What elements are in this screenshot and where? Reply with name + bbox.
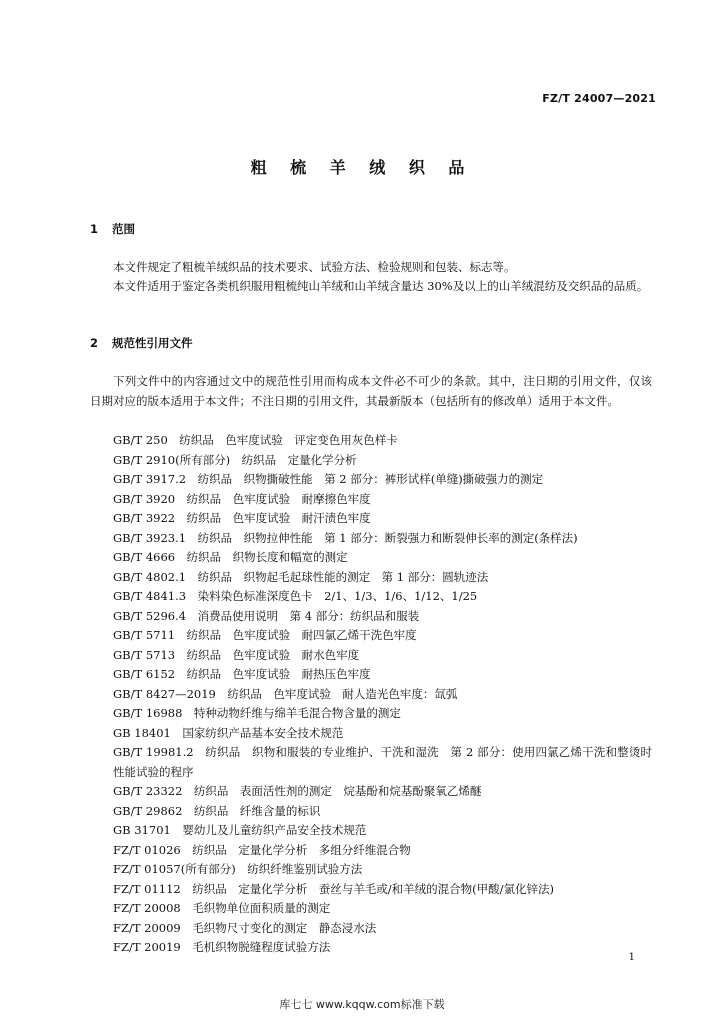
- reference-item: FZ/T 20009 毛织物尺寸变化的测定 静态浸水法: [113, 920, 377, 935]
- reference-item: FZ/T 01112 纺织品 定量化学分析 蚕丝与羊毛或/和羊绒的混合物(甲酸/氯化锌法): [113, 881, 554, 896]
- section-number: 2: [90, 336, 99, 350]
- section-heading-normative-references: [90, 335, 193, 351]
- reference-item: GB/T 23322 纺织品 表面活性剂的测定 烷基酚和烷基酚聚氧乙烯醚: [113, 784, 482, 798]
- reference-item: GB/T 4666 纺织品 织物长度和幅宽的测定: [113, 550, 348, 564]
- reference-item: GB/T 6152 纺织品 色牢度试验 耐热压色牢度: [113, 667, 371, 681]
- section-heading-scope: [90, 221, 135, 237]
- reference-item: GB/T 5296.4 消费品使用说明 第 4 部分：纺织品和服装: [113, 608, 420, 623]
- scope-paragraph-2: 本文件适用于鉴定各类机织服用粗梳纯山羊绒和山羊绒含量达 30%及以上的山羊绒混纺及交织品的品质。: [113, 279, 649, 293]
- reference-item: GB/T 16988 特种动物纤维与绵羊毛混合物含量的测定: [113, 706, 401, 720]
- references-intro-paragraph: 下列文件中的内容通过文中的规范性引用而构成本文件必不可少的条款。其中，注日期的引用文件，仅该日期对应的版本适用于本文件；不注日期的引用文件，其最新版本（包括所有的修改单）适用于本文件。: [90, 374, 652, 408]
- reference-item: GB/T 250 纺织品 色牢度试验 评定变色用灰色样卡: [113, 433, 398, 447]
- reference-item: GB/T 29862 纺织品 纤维含量的标识: [113, 803, 321, 818]
- reference-item: GB/T 3917.2 纺织品 织物撕破性能 第 2 部分：裤形试样(单缝)撕破强力的测定: [113, 472, 544, 486]
- section-title: 范围: [112, 222, 135, 236]
- reference-item: FZ/T 20019 毛机织物脱缝程度试验方法: [113, 940, 331, 954]
- section-number: 1: [90, 222, 99, 236]
- scope-paragraph-1: 本文件规定了粗梳羊绒织品的技术要求、试验方法、检验规则和包装、标志等。: [113, 260, 516, 274]
- reference-item: FZ/T 20008 毛织物单位面积质量的测定: [113, 901, 331, 915]
- reference-item: GB/T 5711 纺织品 色牢度试验 耐四氯乙烯干洗色牢度: [113, 628, 417, 642]
- page-number: 1: [628, 952, 635, 963]
- reference-item: FZ/T 01057(所有部分) 纺织纤维鉴别试验方法: [113, 862, 363, 876]
- reference-item: GB/T 4802.1 纺织品 织物起毛起球性能的测定 第 1 部分：圆轨迹法: [113, 569, 489, 584]
- reference-item: GB/T 3923.1 纺织品 织物拉伸性能 第 1 部分：断裂强力和断裂伸长率的测定(条样法): [113, 530, 578, 545]
- reference-item: GB/T 4841.3 染料染色标准深度色卡 2/1、1/3、1/6、1/12、1/25: [113, 589, 478, 603]
- reference-item: GB/T 5713 纺织品 色牢度试验 耐水色牢度: [113, 647, 360, 662]
- standard-code: FZ/T 24007—2021: [542, 92, 656, 105]
- reference-item: GB/T 2910(所有部分) 纺织品 定量化学分析: [113, 452, 357, 467]
- reference-item: GB/T 3922 纺织品 色牢度试验 耐汗渍色牢度: [113, 511, 371, 525]
- reference-item: GB/T 3920 纺织品 色牢度试验 耐摩擦色牢度: [113, 491, 371, 506]
- reference-item: GB 18401 国家纺织产品基本安全技术规范: [113, 725, 344, 740]
- reference-item: GB/T 8427—2019 纺织品 色牢度试验 耐人造光色牢度：氙弧: [113, 686, 458, 701]
- reference-list: [90, 431, 652, 958]
- reference-item: FZ/T 01026 纺织品 定量化学分析 多组分纤维混合物: [113, 842, 411, 857]
- reference-item: GB/T 19981.2 纺织品 织物和服装的专业维护、干洗和湿洗 第 2 部分：使用四氯乙烯干洗和整烫时性能试验的程序: [113, 745, 652, 779]
- footer-watermark: 库七七 www.kqqw.com标准下载: [279, 998, 445, 1011]
- reference-item: GB 31701 婴幼儿及儿童纺织产品安全技术规范: [113, 823, 367, 837]
- document-title: 粗 梳 羊 绒 织 品: [250, 158, 474, 177]
- section-title: 规范性引用文件: [112, 336, 193, 350]
